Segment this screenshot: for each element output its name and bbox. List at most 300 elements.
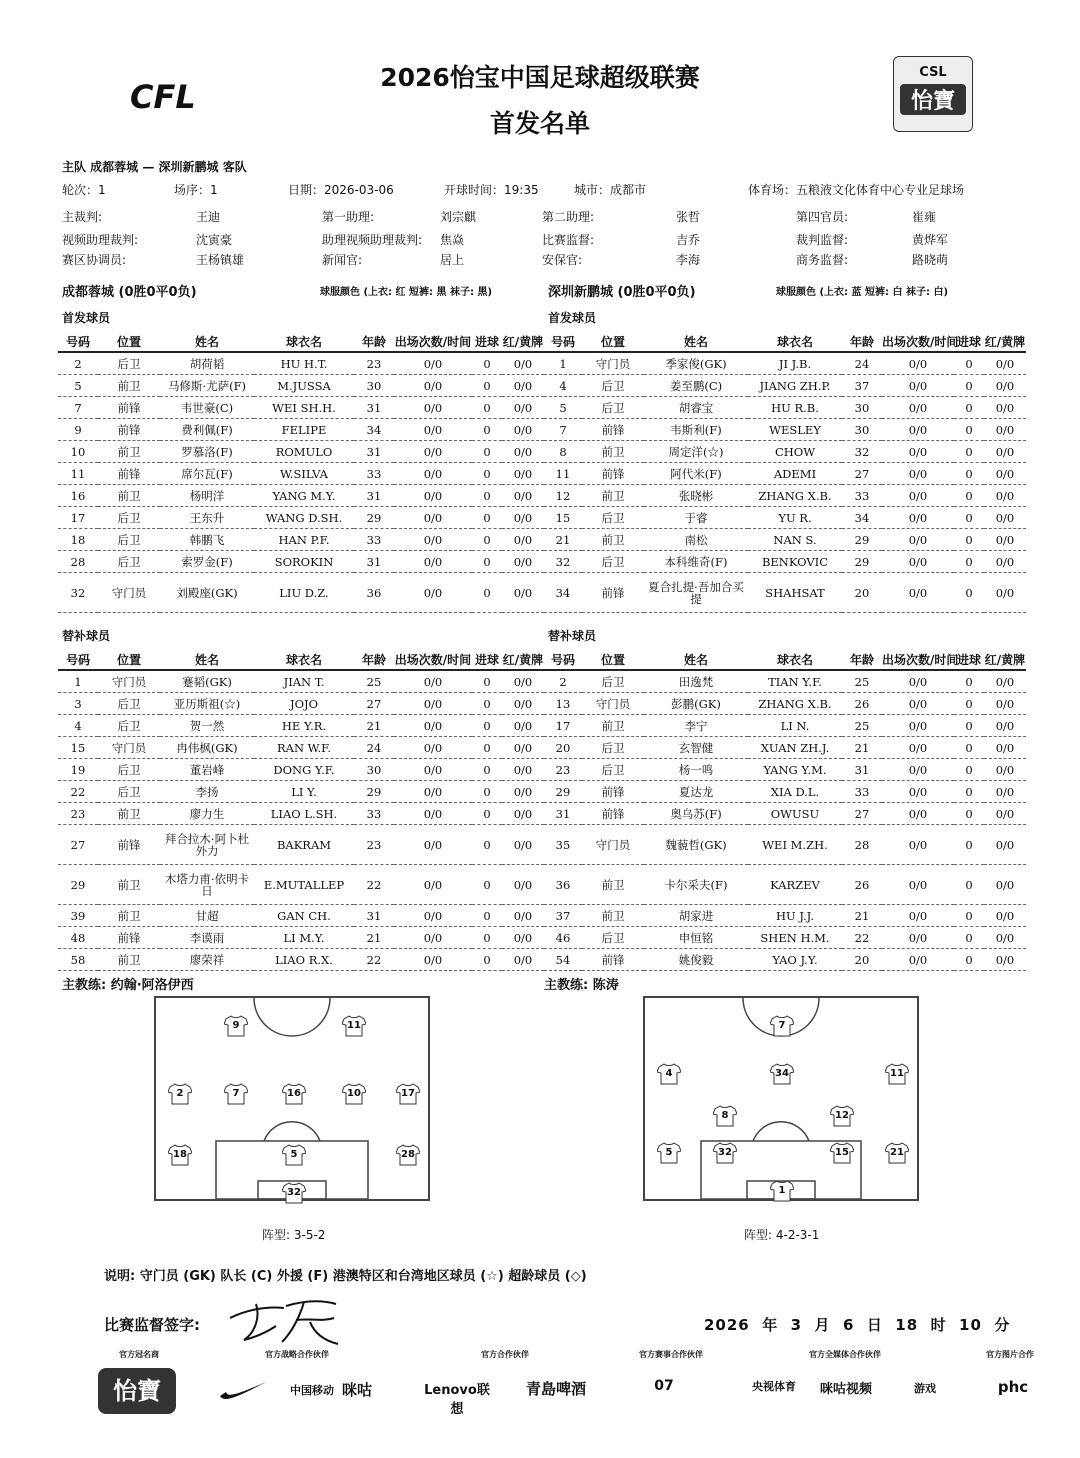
player-row — [58, 825, 544, 865]
city: 城市：成都市 — [574, 183, 647, 197]
player-cell: 0/0 — [984, 551, 1026, 573]
player-cell: 16 — [58, 485, 98, 507]
player-cell: XIA D.L. — [748, 781, 842, 803]
player-cell: 29 — [354, 781, 394, 803]
column-header: 红/黄牌 — [984, 331, 1026, 352]
column-header: 姓名 — [160, 331, 254, 352]
player-cell: 0 — [954, 352, 984, 375]
player-cell: ZHANG X.B. — [748, 485, 842, 507]
player-cell: 前锋 — [98, 397, 160, 419]
jersey-number: 7 — [232, 1088, 240, 1099]
player-cell: 0/0 — [502, 737, 544, 759]
player-row — [544, 737, 1026, 759]
official-label: 商务监督: — [796, 253, 849, 267]
player-row — [58, 507, 544, 529]
column-header: 球衣名 — [748, 331, 842, 352]
sponsor-logo-tsingtao: 青島啤酒 — [525, 1380, 586, 1398]
home-formation: 阵型: 3-5-2 — [262, 1228, 326, 1242]
player-cell: 0 — [472, 803, 502, 825]
official-name: 李海 — [676, 253, 701, 267]
player-cell: YAO J.Y. — [748, 949, 842, 971]
jersey-icon — [342, 1083, 366, 1105]
player-cell: 守门员 — [582, 352, 644, 375]
player-cell: 0/0 — [502, 759, 544, 781]
player-cell: 0 — [472, 441, 502, 463]
player-cell: 0/0 — [984, 803, 1026, 825]
player-cell: 0 — [954, 737, 984, 759]
jersey-icon — [713, 1105, 737, 1127]
player-cell: 0/0 — [502, 803, 544, 825]
player-cell: DONG Y.F. — [254, 759, 354, 781]
player-cell: WANG D.SH. — [254, 507, 354, 529]
player-cell: 0/0 — [882, 551, 954, 573]
match-date: 日期：2026-03-06 — [288, 183, 394, 197]
away-kit-colors: 球服颜色 (上衣: 蓝 短裤: 白 袜子: 白) — [776, 287, 949, 298]
home-starters-table — [58, 331, 544, 613]
player-cell: 0 — [472, 905, 502, 927]
official-name: 居上 — [440, 253, 465, 267]
player-cell: 前锋 — [582, 419, 644, 441]
jersey-number: 8 — [721, 1110, 729, 1121]
player-cell: 甘超 — [160, 905, 254, 927]
player-cell: 廖力生 — [160, 803, 254, 825]
player-cell: 27 — [842, 463, 882, 485]
player-cell: 8 — [544, 441, 582, 463]
player-cell: 周定洋(☆) — [644, 441, 748, 463]
player-cell: 冉伟枫(GK) — [160, 737, 254, 759]
player-cell: 前锋 — [98, 463, 160, 485]
player-cell: 玄智健 — [644, 737, 748, 759]
official-label: 裁判监督: — [796, 233, 849, 247]
away-subs-label: 替补球员 — [548, 629, 597, 643]
jersey-icon — [282, 1182, 306, 1204]
column-header: 位置 — [582, 331, 644, 352]
column-header: 年龄 — [842, 331, 882, 352]
player-cell: 杨一鸣 — [644, 759, 748, 781]
player-cell: 李宁 — [644, 715, 748, 737]
column-header: 球衣名 — [254, 649, 354, 670]
jersey-number: 17 — [401, 1088, 415, 1099]
away-starters-table — [544, 331, 1026, 613]
player-cell: 0/0 — [394, 485, 472, 507]
player-cell: LI Y. — [254, 781, 354, 803]
official-name: 王杨镇雄 — [196, 253, 245, 267]
player-cell: 0 — [472, 551, 502, 573]
player-row — [58, 352, 544, 375]
jersey-number: 32 — [287, 1187, 301, 1198]
player-cell: 0/0 — [394, 905, 472, 927]
column-header: 出场次数/时间 — [882, 649, 954, 670]
player-cell: SHEN H.M. — [748, 927, 842, 949]
player-cell: 31 — [842, 759, 882, 781]
player-cell: 奥乌苏(F) — [644, 803, 748, 825]
jersey-number: 4 — [665, 1068, 673, 1079]
player-cell: 0/0 — [984, 693, 1026, 715]
player-cell: 32 — [544, 551, 582, 573]
player-row — [58, 485, 544, 507]
player-cell: 守门员 — [582, 825, 644, 865]
player-cell: WEI SH.H. — [254, 397, 354, 419]
official-name: 焦焱 — [440, 233, 465, 247]
player-cell: 0/0 — [882, 441, 954, 463]
player-cell: 夏合扎提·吾加合买提 — [644, 573, 748, 613]
player-cell: 0/0 — [394, 949, 472, 971]
player-cell: 0/0 — [984, 419, 1026, 441]
sponsor-category-title: 官方冠名商 — [119, 1350, 159, 1359]
home-subs-table — [58, 649, 544, 971]
player-cell: WESLEY — [748, 419, 842, 441]
player-cell: 廖荣祥 — [160, 949, 254, 971]
player-cell: 后卫 — [98, 507, 160, 529]
player-cell: 0 — [954, 573, 984, 613]
player-cell: 39 — [58, 905, 98, 927]
jersey-number: 11 — [890, 1068, 904, 1079]
player-cell: 0/0 — [502, 865, 544, 905]
player-cell: BAKRAM — [254, 825, 354, 865]
player-cell: JIANG ZH.P. — [748, 375, 842, 397]
sponsor-category-official: 官方合作伙伴 — [481, 1350, 529, 1359]
player-row — [544, 949, 1026, 971]
player-row — [58, 441, 544, 463]
column-header: 年龄 — [354, 649, 394, 670]
player-cell: 0/0 — [984, 737, 1026, 759]
player-cell: 0/0 — [882, 781, 954, 803]
jersey-number: 7 — [778, 1020, 786, 1031]
player-cell: 0/0 — [882, 759, 954, 781]
player-cell: 0/0 — [394, 419, 472, 441]
player-cell: 后卫 — [98, 759, 160, 781]
player-cell: 0 — [472, 463, 502, 485]
player-cell: 守门员 — [582, 693, 644, 715]
player-cell: 0 — [472, 737, 502, 759]
official-name: 张哲 — [676, 210, 701, 224]
player-cell: 0/0 — [502, 529, 544, 551]
player-cell: 0 — [954, 419, 984, 441]
away-formation-pitch — [643, 996, 919, 1201]
player-cell: WEI M.ZH. — [748, 825, 842, 865]
player-cell: 0 — [954, 715, 984, 737]
player-cell: 30 — [354, 759, 394, 781]
home-kit-colors: 球服颜色 (上衣: 红 短裤: 黑 袜子: 黑) — [320, 287, 493, 298]
player-row — [544, 781, 1026, 803]
player-cell: 前锋 — [582, 949, 644, 971]
player-cell: 0/0 — [984, 375, 1026, 397]
player-row — [544, 551, 1026, 573]
player-cell: 后卫 — [582, 507, 644, 529]
player-cell: 0 — [954, 693, 984, 715]
player-cell: 0 — [954, 905, 984, 927]
player-cell: 0 — [954, 485, 984, 507]
jersey-number: 1 — [778, 1185, 786, 1196]
player-cell: 36 — [544, 865, 582, 905]
player-cell: 0 — [954, 507, 984, 529]
jersey-number: 28 — [401, 1149, 415, 1160]
player-cell: 0 — [954, 865, 984, 905]
official-label: 视频助理裁判: — [62, 233, 139, 247]
jersey-icon — [885, 1063, 909, 1085]
player-cell: 前卫 — [98, 865, 160, 905]
official-name: 吉乔 — [676, 233, 701, 247]
player-cell: 守门员 — [98, 737, 160, 759]
player-cell: 28 — [58, 551, 98, 573]
player-cell: JI J.B. — [748, 352, 842, 375]
player-cell: 46 — [544, 927, 582, 949]
player-cell: 33 — [842, 781, 882, 803]
player-cell: 前锋 — [98, 419, 160, 441]
player-cell: 58 — [58, 949, 98, 971]
player-cell: 22 — [58, 781, 98, 803]
player-cell: 魏藐哲(GK) — [644, 825, 748, 865]
player-cell: 27 — [842, 803, 882, 825]
player-cell: 30 — [354, 375, 394, 397]
player-cell: 前卫 — [582, 905, 644, 927]
player-cell: 22 — [354, 865, 394, 905]
player-cell: W.SILVA — [254, 463, 354, 485]
game-number: 场序：1 — [174, 183, 218, 197]
player-cell: 0/0 — [502, 715, 544, 737]
player-cell: HU J.J. — [748, 905, 842, 927]
page-subtitle: 首发名单 — [489, 109, 590, 138]
player-row — [544, 375, 1026, 397]
player-row — [58, 781, 544, 803]
player-cell: 0/0 — [984, 781, 1026, 803]
official-label: 第四官员: — [796, 210, 849, 224]
player-cell: 李谟雨 — [160, 927, 254, 949]
player-cell: 4 — [58, 715, 98, 737]
column-header: 红/黄牌 — [502, 331, 544, 352]
player-cell: 南松 — [644, 529, 748, 551]
player-cell: 于睿 — [644, 507, 748, 529]
away-subs-table — [544, 649, 1026, 971]
player-cell: 0 — [472, 825, 502, 865]
player-cell: 29 — [354, 507, 394, 529]
away-team-title: 深圳新鹏城 (0胜0平0负) — [548, 285, 696, 300]
home-formation-pitch — [154, 996, 430, 1201]
official-name: 刘宗麒 — [440, 210, 477, 224]
player-cell: 0 — [954, 803, 984, 825]
player-cell: ROMULO — [254, 441, 354, 463]
player-cell: 0 — [954, 825, 984, 865]
player-cell: 0/0 — [394, 737, 472, 759]
official-name: 沈寅豪 — [196, 233, 233, 247]
player-row — [58, 759, 544, 781]
jersey-icon — [224, 1083, 248, 1105]
player-cell: 后卫 — [582, 375, 644, 397]
player-cell: 29 — [544, 781, 582, 803]
jersey-number: 10 — [347, 1088, 361, 1099]
player-cell: 申恒铭 — [644, 927, 748, 949]
player-cell: 前锋 — [582, 803, 644, 825]
player-row — [544, 759, 1026, 781]
player-cell: LIAO R.X. — [254, 949, 354, 971]
player-row — [58, 715, 544, 737]
player-cell: 0/0 — [502, 573, 544, 613]
player-cell: 0/0 — [984, 463, 1026, 485]
player-cell: 34 — [544, 573, 582, 613]
player-row — [544, 715, 1026, 737]
player-cell: 29 — [842, 529, 882, 551]
player-cell: 亚历斯祖(☆) — [160, 693, 254, 715]
player-cell: 0/0 — [984, 573, 1026, 613]
player-cell: 30 — [842, 419, 882, 441]
player-cell: 0/0 — [882, 905, 954, 927]
player-cell: 前卫 — [98, 485, 160, 507]
column-header: 号码 — [58, 331, 98, 352]
player-cell: 拜合拉木·阿卜杜外力 — [160, 825, 254, 865]
player-cell: BENKOVIC — [748, 551, 842, 573]
player-cell: ZHANG X.B. — [748, 693, 842, 715]
sponsor-category-media: 官方全媒体合作伙伴 — [809, 1350, 881, 1359]
player-cell: 0/0 — [394, 693, 472, 715]
player-cell: 0 — [954, 441, 984, 463]
player-cell: 33 — [354, 803, 394, 825]
jersey-icon — [282, 1144, 306, 1166]
column-header: 姓名 — [160, 649, 254, 670]
jersey-number: 5 — [290, 1149, 298, 1160]
player-cell: 37 — [544, 905, 582, 927]
player-row — [544, 463, 1026, 485]
player-cell: 13 — [544, 693, 582, 715]
jersey-icon — [282, 1083, 306, 1105]
jersey-icon — [657, 1063, 681, 1085]
player-cell: 9 — [58, 419, 98, 441]
player-cell: 木塔力甫·依明卡日 — [160, 865, 254, 905]
player-cell: 前卫 — [582, 865, 644, 905]
player-cell: 35 — [544, 825, 582, 865]
kickoff-time: 开球时间：19:35 — [444, 183, 539, 197]
player-cell: 0/0 — [502, 507, 544, 529]
player-row — [58, 463, 544, 485]
player-cell: 21 — [354, 927, 394, 949]
player-row — [544, 441, 1026, 463]
player-cell: 0/0 — [984, 715, 1026, 737]
column-header: 进球 — [472, 331, 502, 352]
player-cell: TIAN Y.F. — [748, 670, 842, 693]
player-row — [58, 419, 544, 441]
player-cell: 0 — [472, 949, 502, 971]
player-cell: 20 — [842, 949, 882, 971]
player-cell: 1 — [58, 670, 98, 693]
player-cell: CHOW — [748, 441, 842, 463]
page-title: 2026怡宝中国足球超级联赛 — [380, 63, 700, 92]
home-team-title: 成都蓉城 (0胜0平0负) — [62, 285, 197, 300]
sponsor-logo-yibao: 怡寶 — [98, 1368, 176, 1414]
column-header: 位置 — [98, 331, 160, 352]
player-cell: 15 — [544, 507, 582, 529]
player-cell: 0/0 — [394, 670, 472, 693]
player-cell: 3 — [58, 693, 98, 715]
player-cell: 21 — [842, 905, 882, 927]
player-cell: 31 — [544, 803, 582, 825]
sponsor-logo-migu-video: 咪咕视频 — [819, 1382, 872, 1397]
column-header: 红/黄牌 — [502, 649, 544, 670]
jersey-number: 9 — [232, 1020, 240, 1031]
player-cell: 37 — [842, 375, 882, 397]
player-cell: 0/0 — [882, 927, 954, 949]
home-coach: 主教练: 约翰·阿洛伊西 — [62, 978, 194, 993]
player-cell: 0/0 — [882, 507, 954, 529]
player-cell: 杨明洋 — [160, 485, 254, 507]
player-cell: 0/0 — [394, 352, 472, 375]
player-cell: 后卫 — [582, 737, 644, 759]
player-cell: 18 — [58, 529, 98, 551]
player-cell: 0/0 — [882, 529, 954, 551]
player-cell: 0 — [472, 865, 502, 905]
jersey-icon — [885, 1142, 909, 1164]
player-cell: 0 — [954, 397, 984, 419]
player-cell: 前卫 — [98, 949, 160, 971]
player-cell: 27 — [354, 693, 394, 715]
player-cell: 26 — [842, 865, 882, 905]
player-cell: 27 — [58, 825, 98, 865]
player-cell: 0/0 — [502, 927, 544, 949]
player-cell: 0/0 — [502, 375, 544, 397]
player-cell: 阿代米(F) — [644, 463, 748, 485]
player-cell: 0/0 — [882, 352, 954, 375]
player-cell: 0/0 — [502, 441, 544, 463]
jersey-icon — [713, 1142, 737, 1164]
player-row — [58, 865, 544, 905]
player-cell: 30 — [842, 397, 882, 419]
jersey-icon — [770, 1063, 794, 1085]
player-cell: 后卫 — [582, 670, 644, 693]
player-cell: 34 — [842, 507, 882, 529]
jersey-number: 32 — [718, 1147, 732, 1158]
player-cell: 0 — [472, 573, 502, 613]
player-cell: 0/0 — [502, 949, 544, 971]
player-cell: 24 — [354, 737, 394, 759]
player-cell: 卡尔采夫(F) — [644, 865, 748, 905]
player-cell: 2 — [544, 670, 582, 693]
player-cell: 0/0 — [984, 529, 1026, 551]
player-row — [58, 375, 544, 397]
player-cell: 0 — [472, 419, 502, 441]
column-header: 号码 — [544, 331, 582, 352]
csl-logo-text: CSL — [919, 65, 947, 80]
player-cell: 5 — [58, 375, 98, 397]
player-cell: 彭鹏(GK) — [644, 693, 748, 715]
player-cell: 11 — [544, 463, 582, 485]
player-cell: 0 — [472, 759, 502, 781]
player-cell: FELIPE — [254, 419, 354, 441]
player-row — [58, 551, 544, 573]
player-cell: 贺一然 — [160, 715, 254, 737]
player-cell: 前卫 — [582, 485, 644, 507]
player-cell: 后卫 — [98, 551, 160, 573]
jersey-number: 18 — [173, 1149, 187, 1160]
player-cell: 马修斯·尤萨(F) — [160, 375, 254, 397]
player-cell: 0/0 — [882, 865, 954, 905]
player-cell: NAN S. — [748, 529, 842, 551]
player-cell: 夏达龙 — [644, 781, 748, 803]
player-cell: 0/0 — [882, 670, 954, 693]
player-cell: 31 — [354, 441, 394, 463]
player-cell: 0 — [472, 375, 502, 397]
player-cell: 23 — [58, 803, 98, 825]
player-cell: JIAN T. — [254, 670, 354, 693]
player-row — [58, 737, 544, 759]
jersey-icon — [168, 1144, 192, 1166]
player-cell: 前卫 — [98, 803, 160, 825]
player-cell: 0/0 — [882, 375, 954, 397]
player-cell: 32 — [842, 441, 882, 463]
sponsor-logo-game: 游戏 — [914, 1382, 936, 1395]
player-cell: 蹇韬(GK) — [160, 670, 254, 693]
player-cell: 胡家进 — [644, 905, 748, 927]
official-label: 主裁判: — [62, 210, 103, 224]
player-cell: 10 — [58, 441, 98, 463]
player-cell: 席尔瓦(F) — [160, 463, 254, 485]
